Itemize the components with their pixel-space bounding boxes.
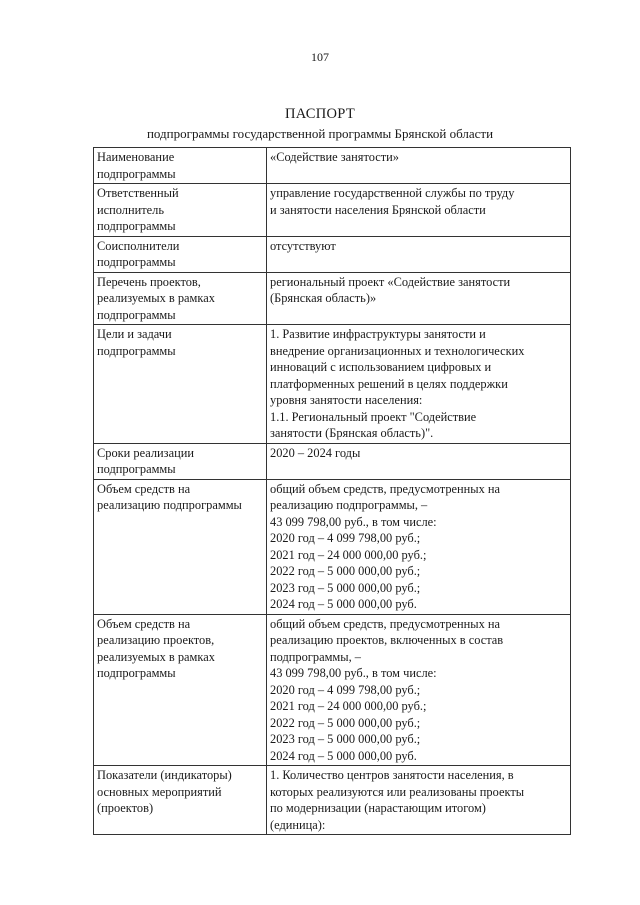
document-title: ПАСПОРТ <box>284 106 356 122</box>
value-line: 2024 год – 5 000 000,00 руб. <box>270 597 417 611</box>
value-line: «Содействие занятости» <box>270 150 399 164</box>
row-value <box>267 325 571 444</box>
value-line: подпрограммы, – <box>270 649 361 664</box>
passport-row <box>94 272 571 325</box>
row-label: Цели и задачи подпрограммы <box>94 325 267 444</box>
passport-row <box>94 325 571 444</box>
value-line: платформенных решений в целях поддержки <box>270 376 508 391</box>
page-number: 107 <box>311 50 329 64</box>
value-line: 2022 год – 5 000 000,00 руб.; <box>270 715 421 730</box>
value-line: реализацию подпрограммы, – <box>270 498 428 512</box>
row-value <box>267 236 571 272</box>
value-line: управление государственной службы по труду <box>270 186 515 200</box>
value-line: отсутствуют <box>270 238 336 253</box>
value-line: 2020 год – 4 099 798,00 руб.; <box>270 682 421 697</box>
value-line: 2020 – 2024 годы <box>270 445 361 460</box>
row-value <box>267 614 571 766</box>
value-line: общий объем средств, предусмотренных на <box>270 616 501 631</box>
passport-row <box>94 443 571 479</box>
document-subtitle: подпрограммы государственной программы Брянской области <box>146 126 494 141</box>
value-line: реализацию проектов, включенных в состав <box>270 633 504 647</box>
value-line: занятости (Брянская область)". <box>270 426 434 440</box>
value-line: 2023 год – 5 000 000,00 руб.; <box>270 580 421 595</box>
passport-table-body <box>94 148 571 835</box>
value-line: общий объем средств, предусмотренных на <box>270 481 501 496</box>
row-label: Показатели (индикаторы) основных мероприятий (проектов) <box>94 766 267 835</box>
row-label: Наименование подпрограммы <box>94 148 267 184</box>
value-line: 2023 год – 5 000 000,00 руб.; <box>270 732 421 746</box>
value-line: 2020 год – 4 099 798,00 руб.; <box>270 531 421 545</box>
value-line: 43 099 798,00 руб., в том числе: <box>270 666 437 680</box>
row-label: Ответственный исполнитель подпрограммы <box>94 184 267 237</box>
value-line: по модернизации (нарастающим итогом) <box>270 801 486 815</box>
value-line: 2022 год – 5 000 000,00 руб.; <box>270 564 421 578</box>
value-line: 1. Развитие инфраструктуры занятости и <box>270 327 486 341</box>
row-label: Объем средств на реализацию подпрограммы <box>94 479 267 614</box>
passport-row <box>94 184 571 237</box>
value-line: внедрение организационных и технологических <box>270 343 525 358</box>
row-value <box>267 272 571 325</box>
row-label: Перечень проектов, реализуемых в рамках подпрограммы <box>94 272 267 325</box>
value-line: (Брянская область)» <box>270 291 377 305</box>
value-line: 2021 год – 24 000 000,00 руб.; <box>270 699 427 713</box>
row-label: Объем средств на реализацию проектов, реализуемых в рамках подпрограммы <box>94 614 267 766</box>
passport-row <box>94 479 571 614</box>
row-value <box>267 184 571 237</box>
passport-row <box>94 148 571 184</box>
passport-row <box>94 614 571 766</box>
passport-row <box>94 236 571 272</box>
row-value <box>267 766 571 835</box>
value-line: уровня занятости населения: <box>270 393 423 407</box>
row-label: Сроки реализации подпрограммы <box>94 443 267 479</box>
value-line: 2021 год – 24 000 000,00 руб.; <box>270 547 427 562</box>
row-value <box>267 148 571 184</box>
value-line: 1. Количество центров занятости населения, в <box>270 768 514 782</box>
value-line: 1.1. Региональный проект "Содействие <box>270 409 477 424</box>
passport-row <box>94 766 571 835</box>
value-line: 2024 год – 5 000 000,00 руб. <box>270 748 417 763</box>
value-line: 43 099 798,00 руб., в том числе: <box>270 514 437 529</box>
value-line: (единица): <box>270 817 326 832</box>
row-value <box>267 443 571 479</box>
passport-table <box>93 147 571 835</box>
value-line: региональный проект «Содействие занятости <box>270 274 511 289</box>
value-line: инноваций с использованием цифровых и <box>270 360 492 374</box>
row-label: Соисполнители подпрограммы <box>94 236 267 272</box>
row-value <box>267 479 571 614</box>
value-line: и занятости населения Брянской области <box>270 202 486 217</box>
value-line: которых реализуются или реализованы проекты <box>270 784 525 799</box>
